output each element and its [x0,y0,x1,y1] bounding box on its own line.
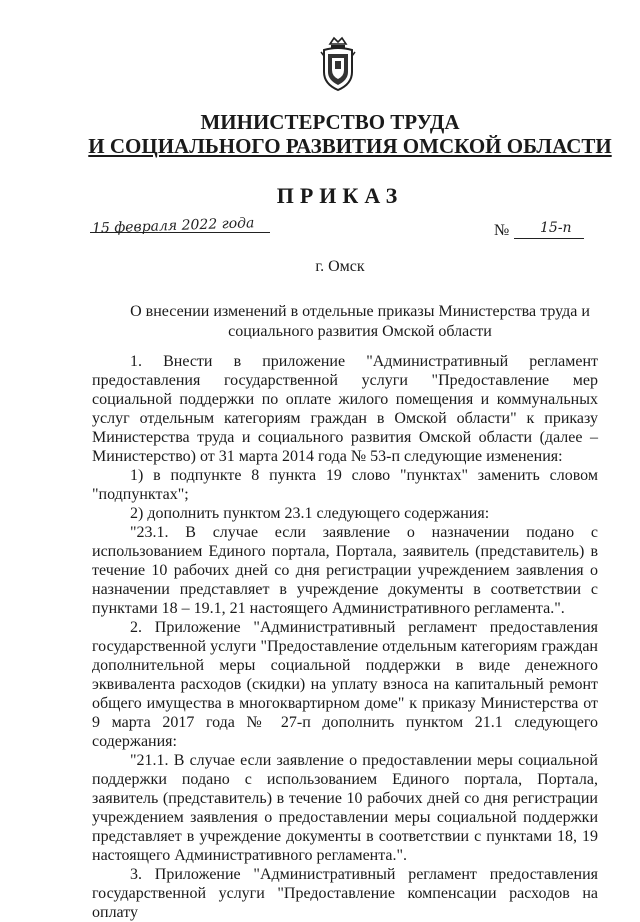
city-name: г. Омск [315,258,365,275]
ministry-name-line2: И СОЦИАЛЬНОГО РАЗВИТИЯ ОМСКОЙ ОБЛАСТИ [88,134,612,158]
paragraph-1-quote: "23.1. В случае если заявление о назначении подано с использованием Единого портала, Портала, заявитель (представитель) в течение 10 рабочих дней со дня регистрации учреждением заявления о назначении представляет в учреждение документы в соответствии с пунктами 18 – 19.1, 21 настоящего Административного регламента.". [92,524,598,617]
paragraph-1-subitem-1: 1) в подпункте 8 пункта 19 слово "пунктах" заменить словом "подпунктах"; [92,467,598,503]
handwritten-date: 15 февраля 2022 года [91,215,255,237]
document-body [92,352,598,922]
subject-line2: социального развития Омской области [228,323,492,340]
coat-of-arms-emblem [318,36,358,92]
document-subject [80,302,640,342]
document-type-title: ПРИКАЗ [276,183,404,208]
paragraph-3: 3. Приложение "Административный регламент предоставления государственной услуги "Предоставление компенсации расходов на оплату [92,866,598,921]
paragraph-2: 2. Приложение "Административный регламент предоставления государственной услуги "Предоставление отдельным категориям граждан дополнительной меры социальной поддержки в виде денежного эквивалента расходов (скидки) на уплату взноса на капитальный ремонт общего имущества в многоквартирном доме" к приказу Министерства от 9 марта 2017 года № 27-п дополнить пунктом 21.1 следующего содержания: [92,619,598,750]
number-underline [514,238,584,239]
ministry-name-line1: МИНИСТЕРСТВО ТРУДА [200,110,460,134]
number-label: № [494,222,510,239]
handwritten-number: 15-п [540,220,572,236]
paragraph-1: 1. Внести в приложение "Административный регламент предоставления государственной услуги "Предоставление мер социальной поддержки по оплате жилого помещения и коммунальных услуг отдельным категориям граждан в Омской области" к приказу Министерства труда и социального развития Омской области (далее – Министерство) от 31 марта 2014 года № 53-п следующие изменения: [92,353,598,465]
subject-line1: О внесении изменений в отдельные приказы Министерства труда и [130,303,590,320]
paragraph-1-subitem-2: 2) дополнить пунктом 23.1 следующего содержания: [130,505,490,522]
paragraph-2-quote: "21.1. В случае если заявление о предоставлении меры социальной поддержки подано с использованием Единого портала, Портала, заявитель (представитель) в течение 10 рабочих дней со дня регистрации учреждением заявления о предоставлении меры социальной поддержки представляет в учреждение документы в соответствии с пунктами 18, 19 настоящего Административного регламента.". [92,752,598,864]
